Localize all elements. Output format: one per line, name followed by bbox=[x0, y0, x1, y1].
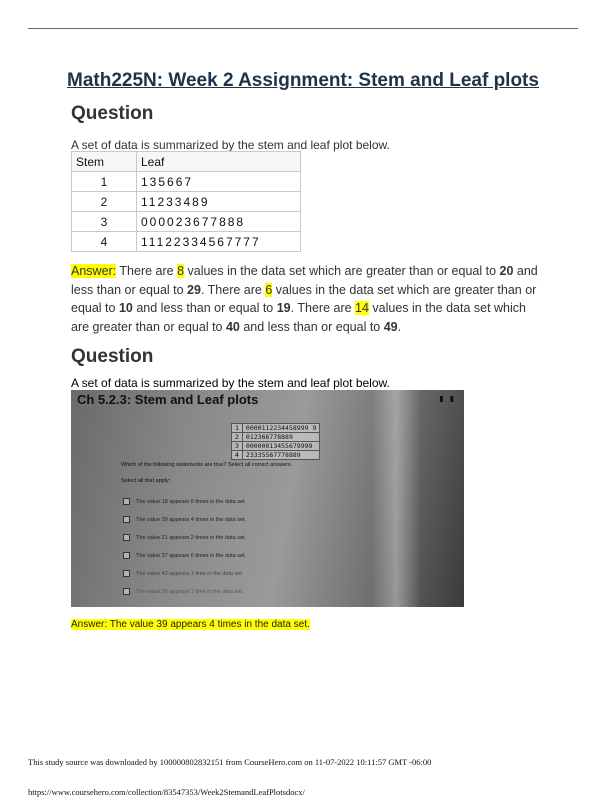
leaf-header: Leaf bbox=[137, 152, 301, 172]
count-highlight: 6 bbox=[265, 282, 273, 297]
leaf-cell: 23335567778889 bbox=[242, 451, 319, 460]
answer-text: values in the data set which are greater than or equal to bbox=[71, 282, 537, 315]
option-item bbox=[123, 552, 246, 559]
table-row bbox=[72, 212, 301, 232]
answer-text: . There are bbox=[200, 282, 266, 297]
option-item bbox=[123, 534, 246, 541]
stem-cell: 4 bbox=[232, 451, 243, 460]
checkbox-icon bbox=[123, 534, 130, 541]
stem-leaf-table bbox=[71, 151, 301, 252]
option-item bbox=[123, 570, 243, 577]
table-row bbox=[232, 442, 320, 451]
answer-text: . There are bbox=[290, 301, 356, 315]
leaf-cell: 11122334567777 bbox=[137, 232, 301, 252]
bound-value: 29 bbox=[187, 282, 201, 297]
table-row bbox=[232, 424, 320, 433]
checkbox-icon bbox=[123, 570, 130, 577]
table-header-row bbox=[72, 152, 301, 172]
answer-text: and less than or equal to bbox=[71, 264, 538, 297]
stem-header: Stem bbox=[72, 152, 137, 172]
option-label: The value 20 appears 1 time in the data set. bbox=[136, 588, 244, 595]
answer-label: Answer: bbox=[71, 619, 108, 630]
answer-paragraph-2 bbox=[71, 619, 310, 630]
stem-cell: 2 bbox=[72, 192, 137, 212]
photo-glare bbox=[371, 390, 421, 607]
question-intro-1: A set of data is summarized by the stem and leaf plot below. bbox=[71, 138, 390, 152]
option-label: The value 37 appears 0 times in the data set. bbox=[136, 552, 247, 559]
stem-cell: 3 bbox=[72, 212, 137, 232]
screenshot-photo bbox=[71, 390, 464, 607]
count-highlight: 8 bbox=[177, 264, 185, 278]
bound-value: 10 bbox=[118, 301, 133, 315]
checkbox-icon bbox=[123, 498, 130, 505]
stem-cell: 2 bbox=[232, 433, 243, 442]
photo-title: Ch 5.2.3: Stem and Leaf plots bbox=[77, 392, 259, 407]
top-divider bbox=[28, 28, 578, 29]
table-row bbox=[232, 433, 320, 442]
option-label: The value 18 appears 0 times in the data set. bbox=[136, 498, 247, 505]
bound-value: 19 bbox=[276, 301, 291, 315]
photo-question: Which of the following statements are true? Select all correct answers. bbox=[121, 462, 293, 468]
stem-cell: 3 bbox=[232, 442, 243, 451]
option-label: The value 42 appears 1 time in the data set. bbox=[136, 570, 244, 577]
photo-menu-dots-icon: ▮▮ bbox=[439, 394, 460, 403]
stem-cell: 1 bbox=[72, 172, 137, 192]
answer-label: Answer: bbox=[71, 264, 117, 278]
table-row bbox=[72, 232, 301, 252]
question-heading-1: Question bbox=[71, 103, 154, 124]
table-row bbox=[72, 192, 301, 212]
leaf-cell: 135667 bbox=[137, 172, 301, 192]
option-item bbox=[123, 588, 243, 595]
option-label: The value 21 appears 2 times in the data set. bbox=[136, 534, 247, 541]
answer-text: values in the data set which are greater than or equal to bbox=[71, 301, 526, 334]
leaf-cell: 000023677888 bbox=[137, 212, 301, 232]
option-item bbox=[123, 516, 246, 523]
question-heading-2: Question bbox=[71, 346, 154, 367]
answer-text: and less than or equal to bbox=[239, 319, 384, 334]
checkbox-icon bbox=[123, 552, 130, 559]
table-row bbox=[72, 172, 301, 192]
answer-text: and less than or equal to bbox=[132, 301, 277, 315]
table-row bbox=[232, 451, 320, 460]
count-highlight: 14 bbox=[355, 301, 369, 315]
answer-text: values in the data set which are greater than or equal to bbox=[184, 264, 500, 278]
question-intro-2: A set of data is summarized by the stem and leaf plot below. bbox=[71, 376, 390, 390]
footer-source-url: https://www.coursehero.com/collection/83547353/Week2StemandLeafPlotsdocx/ bbox=[28, 787, 305, 797]
photo-stem-leaf-table bbox=[231, 423, 320, 460]
answer-text: There are bbox=[116, 264, 178, 278]
checkbox-icon bbox=[123, 516, 130, 523]
leaf-cell: 0000112234458999 9 bbox=[242, 424, 319, 433]
bound-value: 20 bbox=[499, 264, 514, 278]
stem-cell: 1 bbox=[232, 424, 243, 433]
answer-text: The value 39 appears 4 times in the data set. bbox=[107, 619, 310, 630]
answer-paragraph-1 bbox=[71, 262, 541, 336]
bound-value: 40 bbox=[225, 319, 240, 334]
leaf-cell: 11233489 bbox=[137, 192, 301, 212]
bound-value: 49 bbox=[383, 319, 398, 334]
leaf-cell: 012366778889 bbox=[242, 433, 319, 442]
photo-select-label: Select all that apply: bbox=[121, 478, 171, 484]
checkbox-icon bbox=[123, 588, 130, 595]
answer-text: . bbox=[397, 319, 402, 334]
option-item bbox=[123, 498, 246, 505]
option-label: The value 39 appears 4 times in the data set. bbox=[136, 516, 247, 523]
leaf-cell: 00000013455679999 bbox=[242, 442, 319, 451]
footer-download-notice: This study source was downloaded by 100000802832151 from CourseHero.com on 11-07-2022 10:11:57 GMT -06:00 bbox=[28, 757, 432, 767]
document-title: Math225N: Week 2 Assignment: Stem and Leaf plots bbox=[67, 70, 539, 91]
stem-cell: 4 bbox=[72, 232, 137, 252]
